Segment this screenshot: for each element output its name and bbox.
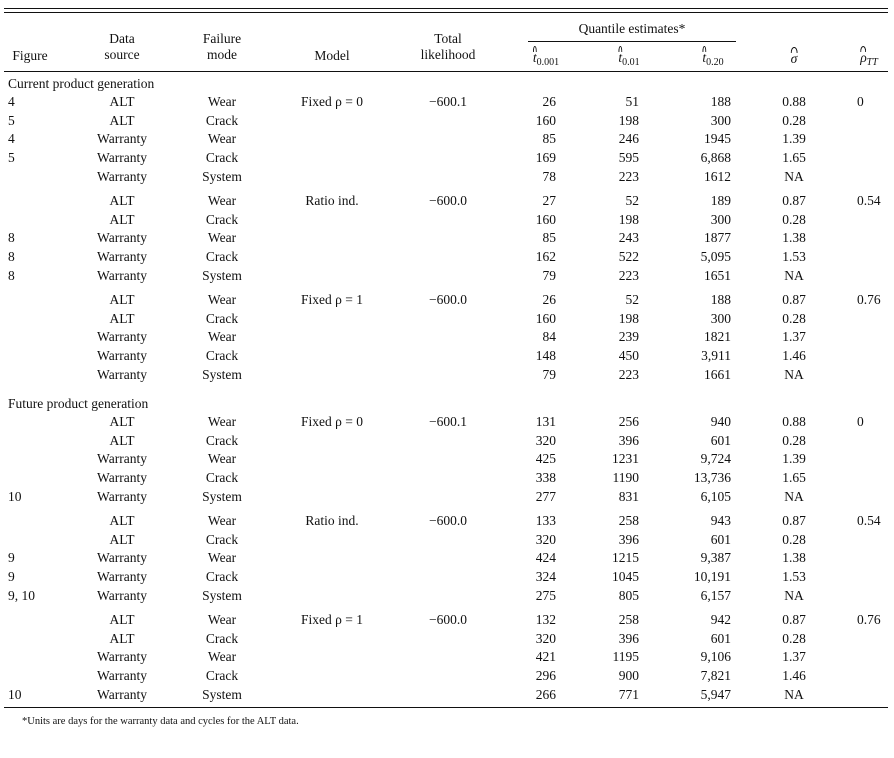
t001-cell: 132 (535, 612, 556, 627)
sigma-cell: 0.87 (782, 292, 806, 307)
source-cell: ALT (109, 94, 135, 109)
mode-cell: Crack (205, 630, 239, 646)
mode-cell: Crack (205, 310, 239, 326)
t01-cell: 396 (618, 432, 639, 448)
t20-cell: 1821 (704, 329, 731, 345)
mode-cell: Crack (205, 569, 239, 585)
mode-cell: Wear (207, 131, 237, 147)
source-cell: Warranty (97, 329, 147, 345)
sigma-cell: 0.28 (782, 432, 806, 448)
t20-cell: 188 (710, 292, 731, 307)
source-cell: Warranty (97, 366, 147, 382)
table-top-rule (4, 8, 888, 9)
t20-cell: 601 (710, 531, 731, 547)
t20-cell: 5,947 (700, 686, 731, 702)
t001-cell: 160 (535, 310, 556, 326)
t20-cell: 9,387 (700, 550, 731, 566)
t01-cell: 198 (618, 112, 639, 128)
t001-cell: 160 (535, 211, 556, 227)
mode-cell: System (202, 686, 242, 702)
t001-cell: 296 (535, 668, 556, 684)
figure-cell: 4 (8, 131, 15, 147)
model-cell: Fixed ρ = 0 (301, 414, 363, 429)
header-bottom-rule (4, 71, 888, 72)
t20-cell: 3,911 (701, 348, 731, 364)
t20-cell: 300 (710, 310, 731, 326)
t001-cell: 320 (535, 531, 556, 547)
sigma-cell: NA (784, 168, 804, 184)
mode-cell: System (202, 587, 242, 603)
sigma-cell: 1.37 (782, 329, 806, 345)
figure-cell: 8 (8, 267, 15, 283)
source-cell: ALT (109, 112, 135, 128)
t01-cell: 258 (618, 612, 639, 627)
t20-cell: 1661 (704, 366, 731, 382)
t01-cell: 246 (618, 131, 639, 147)
t20-cell: 601 (710, 630, 731, 646)
source-cell: ALT (109, 310, 135, 326)
sigma-cell: 0.87 (782, 513, 806, 528)
header-failure-mode-line2: mode (207, 47, 237, 62)
t20-cell: 5,095 (700, 249, 731, 265)
source-cell: ALT (109, 630, 135, 646)
likelihood-cell: −600.0 (429, 292, 467, 307)
sigma-cell: 1.39 (782, 451, 806, 467)
sigma-cell: 0.87 (782, 612, 806, 627)
mode-cell: Wear (207, 414, 237, 429)
mode-cell: Wear (207, 193, 237, 208)
t01-cell: 1231 (612, 451, 639, 467)
sigma-cell: 0.28 (782, 630, 806, 646)
t001-cell: 133 (535, 513, 556, 528)
sigma-cell: 0.88 (782, 94, 806, 109)
footnote: *Units are days for the warranty data and cycles for the ALT data. (22, 716, 299, 727)
source-cell: ALT (109, 432, 135, 448)
rho-cell: 0.76 (857, 612, 881, 627)
header-rho (860, 50, 878, 71)
t20-cell: 940 (710, 414, 731, 429)
header-total-likelihood-line1: Total (434, 31, 462, 46)
t01-cell: 1195 (612, 649, 639, 665)
source-cell: ALT (109, 414, 135, 429)
t01-cell: 223 (618, 366, 639, 382)
t20-cell: 1651 (704, 267, 731, 283)
source-cell: Warranty (97, 649, 147, 665)
sigma-cell: 1.38 (782, 550, 806, 566)
table-top-rule-second (4, 12, 888, 13)
figure-cell: 5 (8, 112, 15, 128)
t01-cell: 771 (618, 686, 639, 702)
mode-cell: System (202, 168, 242, 184)
t001-cell: 26 (542, 292, 556, 307)
t001-cell: 84 (542, 329, 556, 345)
header-figure: Figure (12, 48, 48, 63)
t01-cell: 450 (618, 348, 639, 364)
t20-cell: 10,191 (693, 569, 731, 585)
sigma-cell: 1.46 (782, 668, 806, 684)
rho-cell: 0 (857, 94, 864, 109)
sigma-cell: 0.28 (782, 112, 806, 128)
t20-cell: 9,106 (700, 649, 731, 665)
mode-cell: Crack (205, 531, 239, 547)
mode-cell: Crack (205, 150, 239, 166)
t20-cell: 7,821 (700, 668, 731, 684)
t20-cell: 1945 (704, 131, 731, 147)
t01-cell: 198 (618, 211, 639, 227)
section-label: Current product generation (8, 76, 155, 91)
t01-cell: 1045 (612, 569, 639, 585)
t20-cell: 188 (710, 94, 731, 109)
t20-cell: 189 (710, 193, 731, 208)
likelihood-cell: −600.0 (429, 193, 467, 208)
likelihood-cell: −600.1 (429, 94, 467, 109)
t001-cell: 277 (535, 488, 556, 504)
t01-cell: 522 (618, 249, 639, 265)
source-cell: ALT (109, 193, 135, 208)
header-t-0001 (533, 50, 559, 71)
mode-cell: Wear (207, 94, 237, 109)
source-cell: Warranty (97, 569, 147, 585)
header-total-likelihood (421, 31, 476, 63)
rho-cell: 0.54 (857, 513, 881, 528)
source-cell: ALT (109, 292, 135, 307)
figure-cell: 10 (8, 488, 22, 504)
model-cell: Fixed ρ = 0 (301, 94, 363, 109)
header-failure-mode (203, 31, 241, 63)
mode-cell: System (202, 488, 242, 504)
header-total-likelihood-line2: likelihood (420, 47, 476, 62)
t001-cell: 169 (535, 150, 556, 166)
t20-cell: 9,724 (700, 451, 731, 467)
sigma-cell: 1.65 (782, 150, 806, 166)
source-cell: Warranty (97, 249, 147, 265)
sigma-cell: 1.53 (782, 569, 806, 585)
t001-cell: 85 (542, 131, 556, 147)
figure-cell: 9 (8, 569, 15, 585)
t001-cell: 324 (535, 569, 556, 585)
figure-cell: 5 (8, 150, 15, 166)
source-cell: ALT (109, 513, 135, 528)
t01-cell: 900 (618, 668, 639, 684)
quantile-group-underline (528, 41, 736, 42)
t01-cell: 223 (618, 168, 639, 184)
sigma-cell: NA (784, 686, 804, 702)
source-cell: Warranty (97, 668, 147, 684)
t-hat-001: t (618, 50, 623, 65)
source-cell: Warranty (97, 451, 147, 467)
figure-cell: 8 (8, 230, 15, 246)
sigma-cell: 1.46 (782, 348, 806, 364)
mode-cell: Wear (207, 292, 237, 307)
t001-cell: 266 (535, 686, 556, 702)
t01-cell: 239 (618, 329, 639, 345)
t001-cell: 85 (542, 230, 556, 246)
t01-cell: 1190 (612, 470, 639, 486)
t001-cell: 160 (535, 112, 556, 128)
mode-cell: Wear (207, 612, 237, 627)
t001-cell: 79 (542, 267, 556, 283)
mode-cell: System (202, 366, 242, 382)
t20-cell: 300 (710, 211, 731, 227)
rho-cell: 0.76 (857, 292, 881, 307)
header-quantile-group: Quantile estimates* (578, 21, 686, 36)
header-failure-mode-line1: Failure (202, 31, 242, 46)
t001-cell: 26 (542, 94, 556, 109)
rho-subscript: TT (866, 57, 878, 68)
t001-cell: 148 (535, 348, 556, 364)
t001-cell: 425 (535, 451, 556, 467)
t001-cell: 320 (535, 432, 556, 448)
mode-cell: Crack (205, 432, 239, 448)
source-cell: ALT (109, 531, 135, 547)
t01-cell: 198 (618, 310, 639, 326)
source-cell: Warranty (97, 150, 147, 166)
mode-cell: Crack (205, 348, 239, 364)
t001-cell: 131 (535, 414, 556, 429)
source-cell: ALT (109, 612, 135, 627)
t01-cell: 805 (618, 587, 639, 603)
header-data-source-line2: source (104, 47, 140, 62)
t20-cell: 943 (710, 513, 731, 528)
t-020-subscript: 0.20 (706, 57, 724, 68)
likelihood-cell: −600.0 (429, 612, 467, 627)
mode-cell: Wear (207, 230, 237, 246)
t01-cell: 51 (625, 94, 639, 109)
source-cell: Warranty (97, 587, 147, 603)
mode-cell: Wear (207, 649, 237, 665)
table-bottom-rule (4, 707, 888, 708)
sigma-cell: 0.28 (782, 310, 806, 326)
t01-cell: 223 (618, 267, 639, 283)
source-cell: Warranty (97, 686, 147, 702)
header-data-source (104, 31, 139, 63)
t001-cell: 275 (535, 587, 556, 603)
sigma-cell: NA (784, 267, 804, 283)
t01-cell: 258 (618, 513, 639, 528)
rho-cell: 0 (857, 414, 864, 429)
header-data-source-line1: Data (109, 31, 135, 46)
model-cell: Fixed ρ = 1 (301, 292, 363, 307)
sigma-cell: NA (784, 587, 804, 603)
t-hat-020: t (702, 50, 707, 65)
likelihood-cell: −600.1 (429, 414, 467, 429)
source-cell: ALT (109, 211, 135, 227)
sigma-cell: NA (784, 366, 804, 382)
mode-cell: Wear (207, 513, 237, 528)
likelihood-cell: −600.0 (429, 513, 467, 528)
sigma-hat: σ (790, 51, 798, 66)
t20-cell: 601 (710, 432, 731, 448)
section-label: Future product generation (8, 396, 149, 411)
t01-cell: 52 (625, 193, 639, 208)
mode-cell: Wear (207, 329, 237, 345)
t20-cell: 6,868 (700, 150, 731, 166)
t01-cell: 396 (618, 531, 639, 547)
t001-cell: 78 (542, 168, 556, 184)
t001-cell: 320 (535, 630, 556, 646)
t01-cell: 1215 (612, 550, 639, 566)
mode-cell: Wear (207, 451, 237, 467)
t01-cell: 831 (618, 488, 639, 504)
t01-cell: 256 (618, 414, 639, 429)
t-hat-0001: t (532, 50, 537, 65)
t20-cell: 13,736 (693, 470, 731, 486)
rho-cell: 0.54 (857, 193, 881, 208)
sigma-cell: 1.37 (782, 649, 806, 665)
sigma-cell: NA (784, 488, 804, 504)
t001-cell: 338 (535, 470, 556, 486)
sigma-cell: 0.88 (782, 414, 806, 429)
model-cell: Ratio ind. (305, 513, 359, 528)
mode-cell: Crack (205, 249, 239, 265)
mode-cell: Crack (205, 470, 239, 486)
source-cell: Warranty (97, 488, 147, 504)
t20-cell: 300 (710, 112, 731, 128)
t01-cell: 52 (625, 292, 639, 307)
t01-cell: 396 (618, 630, 639, 646)
figure-cell: 10 (8, 686, 22, 702)
sigma-cell: 1.53 (782, 249, 806, 265)
sigma-cell: 0.28 (782, 211, 806, 227)
t-001-subscript: 0.01 (622, 57, 640, 68)
t20-cell: 1877 (704, 230, 731, 246)
mode-cell: Crack (205, 211, 239, 227)
source-cell: Warranty (97, 131, 147, 147)
mode-cell: Crack (205, 668, 239, 684)
sigma-cell: 1.39 (782, 131, 806, 147)
t001-cell: 27 (542, 193, 556, 208)
sigma-cell: 0.87 (782, 193, 806, 208)
header-t-001 (618, 50, 639, 71)
model-cell: Fixed ρ = 1 (301, 612, 363, 627)
t001-cell: 79 (542, 366, 556, 382)
figure-cell: 4 (8, 94, 15, 109)
rho-hat: ρ (860, 50, 867, 65)
t-0001-subscript: 0.001 (536, 57, 560, 68)
mode-cell: System (202, 267, 242, 283)
sigma-cell: 1.65 (782, 470, 806, 486)
model-cell: Ratio ind. (305, 193, 359, 208)
t01-cell: 243 (618, 230, 639, 246)
t001-cell: 421 (535, 649, 556, 665)
header-sigma (791, 51, 798, 67)
mode-cell: Wear (207, 550, 237, 566)
t20-cell: 1612 (704, 168, 731, 184)
figure-cell: 9 (8, 550, 15, 566)
t20-cell: 6,105 (700, 488, 731, 504)
source-cell: Warranty (97, 230, 147, 246)
t20-cell: 6,157 (700, 587, 731, 603)
t01-cell: 595 (618, 150, 639, 166)
t001-cell: 424 (535, 550, 556, 566)
source-cell: Warranty (97, 267, 147, 283)
sigma-cell: 1.38 (782, 230, 806, 246)
source-cell: Warranty (97, 168, 147, 184)
figure-cell: 8 (8, 249, 15, 265)
figure-cell: 9, 10 (8, 587, 35, 603)
t001-cell: 162 (535, 249, 556, 265)
source-cell: Warranty (97, 470, 147, 486)
source-cell: Warranty (97, 550, 147, 566)
t20-cell: 942 (710, 612, 731, 627)
header-t-020 (702, 50, 723, 71)
source-cell: Warranty (97, 348, 147, 364)
header-model: Model (314, 48, 350, 63)
mode-cell: Crack (205, 112, 239, 128)
sigma-cell: 0.28 (782, 531, 806, 547)
